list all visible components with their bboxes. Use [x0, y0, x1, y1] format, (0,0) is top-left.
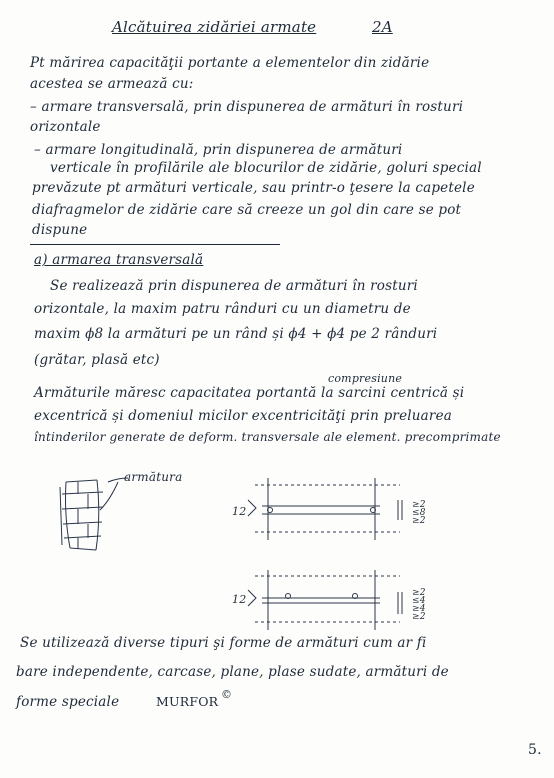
section-a-p2-line-a: Armăturile măresc capacitatea portantă la sarcini centrică și [34, 385, 465, 401]
section-drawing-bottom [248, 570, 402, 630]
dim-stack-bottom-4: ≥2 [412, 612, 426, 622]
dim-stack-bottom-2: ≤4 [412, 596, 426, 606]
dim-stack-top-2: ≤8 [412, 508, 426, 518]
intro-line-2: acestea se armează cu: [30, 76, 194, 92]
section-drawing-top [248, 478, 402, 540]
murfor-brand: MURFOR [156, 694, 219, 709]
footer-line-2: bare independente, carcase, plane, plase sudate, armături de [16, 664, 449, 680]
wall-sketch [60, 478, 128, 550]
intro-bullet-2a: – armare longitudinală, prin dispunerea de armături [34, 142, 403, 158]
section-a-p1-line-d: (grătar, plasă etc) [34, 352, 160, 368]
intro-bullet-1a: – armare transversală, prin dispunerea de armături în rosturi [30, 99, 464, 115]
intro-bullet-2e: dispune [32, 222, 88, 238]
dim-label-top: 12 [232, 505, 247, 518]
intro-line-1: Pt mărirea capacităţii portante a elementelor din zidărie [30, 55, 430, 71]
section-a-heading: a) armarea transversală [34, 252, 204, 268]
insertion-note: compresiune [328, 372, 403, 385]
figure-label: armătura [124, 470, 183, 484]
section-a-p1-line-c: maxim ϕ8 la armături pe un rând și ϕ4 + ϕ4 pe 2 rânduri [34, 326, 438, 342]
page-title: Alcătuirea zidăriei armate [112, 18, 317, 36]
intro-bullet-2c: prevăzute pt armături verticale, sau printr-o ţesere la capetele [32, 180, 475, 196]
intro-bullet-2b: verticale în profilările ale blocurilor de zidărie, goluri special [50, 160, 482, 176]
intro-bullet-2d: diafragmelor de zidărie care să creeze un gol din care se pot [32, 202, 462, 218]
section-a-p2-line-b: excentrică și domeniul micilor excentricităţi prin preluarea [34, 408, 453, 424]
dim-stack-bottom-3: ≥4 [412, 604, 426, 614]
footer-line-3: forme speciale [16, 694, 120, 710]
intro-bullet-1b: orizontale [30, 119, 101, 135]
section-a-p1-line-a: Se realizează prin dispunerea de armături în rosturi [50, 278, 418, 294]
page-number: 5. [528, 742, 542, 758]
section-a-p2-line-c: întinderilor generate de deform. transversale ale element. precomprimate [34, 430, 501, 444]
dim-stack-top-1: ≥2 [412, 500, 426, 510]
dim-stack-bottom-1: ≥2 [412, 588, 426, 598]
section-a-p1-line-b: orizontale, la maxim patru rânduri cu un diametru de [34, 301, 411, 317]
footer-line-1: Se utilizează diverse tipuri şi forme de armături cum ar fi [20, 635, 427, 651]
murfor-brand-mark: © [221, 688, 233, 701]
page-tag: 2A [372, 18, 393, 36]
dim-stack-top-3: ≥2 [412, 516, 426, 526]
dim-label-bottom: 12 [232, 593, 247, 606]
